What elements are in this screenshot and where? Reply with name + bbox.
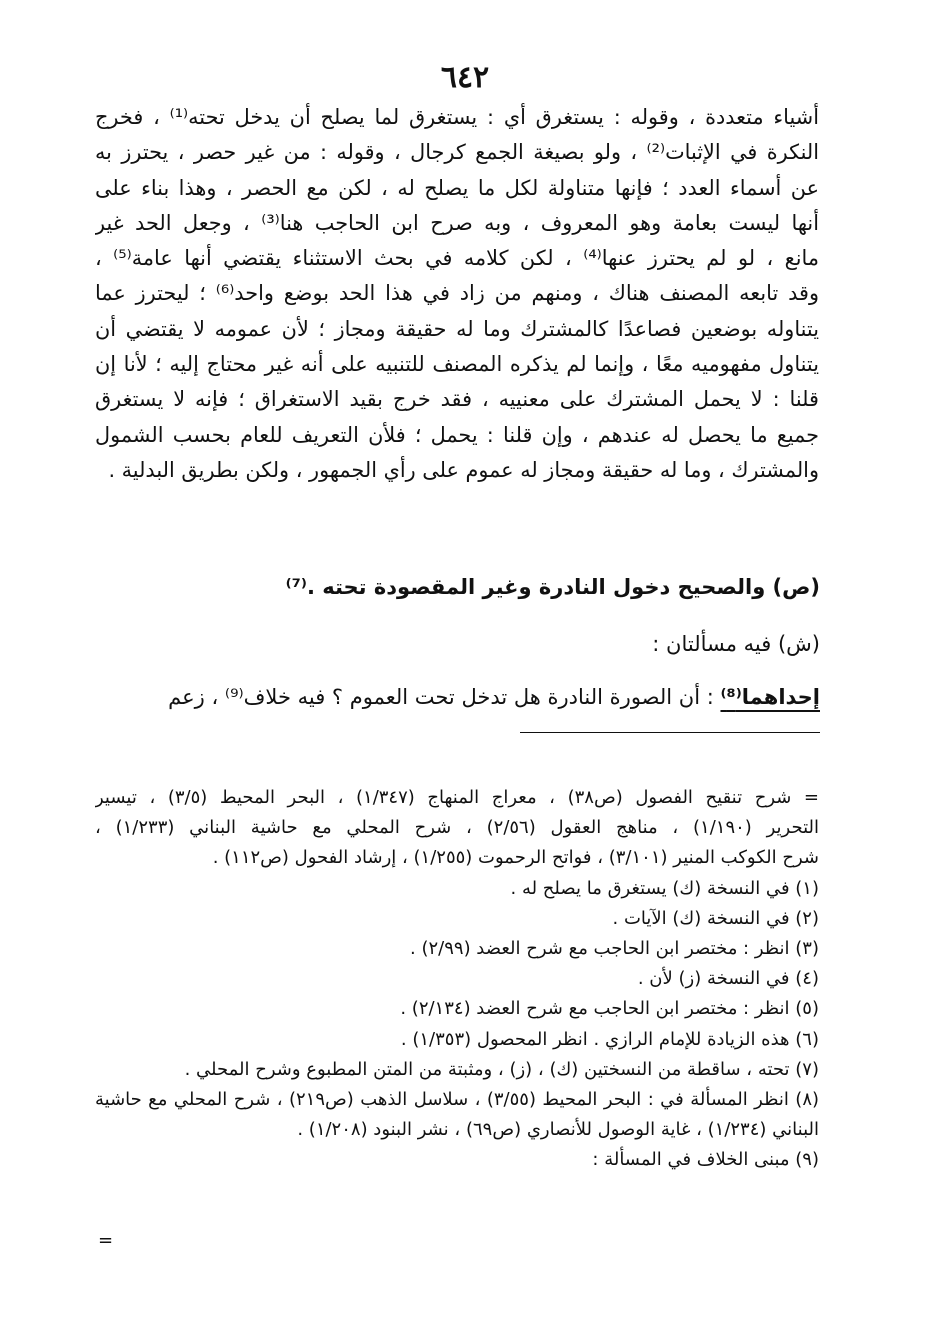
- body-line: قلنا : لا يحمل المشترك على معنييه ، فقد خرج بقيد الاستغراق ؛ فإنه لا يستغرق: [95, 387, 819, 412]
- footnote-line: (٢) في النسخة (ك) الآيات .: [612, 907, 819, 929]
- body-line: مانع ، لو لم يحترز عنها⁽⁴⁾ ، لكن كلامه في بحث الاستثناء يقتضي أنها عامة⁽⁵⁾ ،: [95, 246, 819, 271]
- footnote-line: شرح الكوكب المنير (٣/١٠١) ، فواتح الرحموت (١/٢٥٥) ، إرشاد الفحول (ص١١٢) .: [212, 847, 819, 869]
- matn-heading: (ص) والصحيح دخول النادرة وغير المقصودة تحته .⁽⁷⁾: [285, 575, 820, 599]
- sharh-heading: (ش) فيه مسألتان :: [652, 632, 820, 656]
- footnote-line: (١) في النسخة (ك) يستغرق ما يصلح له .: [510, 877, 819, 899]
- first-issue-line: [95, 685, 820, 709]
- body-line: النكرة في الإثبات⁽²⁾ ، ولو بصيغة الجمع كرجال ، وقوله : من غير حصر ، يحترز به: [95, 140, 819, 165]
- footnote-divider: [520, 732, 820, 733]
- footnote-line: (٩) مبنى الخلاف في المسألة :: [592, 1149, 819, 1171]
- first-issue-label: إحداهما⁽⁸⁾: [720, 685, 820, 709]
- body-line: يتناول مفهوميه معًا ، وإنما لم يذكره المصنف للتنبيه على أنه غير محتاج إليه ؛ لأنا إن: [95, 352, 819, 377]
- first-issue-text: : أن الصورة النادرة هل تدخل تحت العموم ؟ فيه خلاف⁽⁹⁾ ، زعم: [168, 685, 721, 709]
- footnote-line: البناني (١/٢٣٤) ، غاية الوصول للأنصاري (ص٦٩) ، نشر البنود (١/٢٠٨) .: [297, 1119, 819, 1141]
- footnote-line: (٤) في النسخة (ز) لأن .: [637, 968, 819, 990]
- footnote-line: (٨) انظر المسألة في : البحر المحيط (٣/٥٥) ، سلاسل الذهب (ص٢١٩) ، شرح المحلي مع حاشية: [95, 1088, 819, 1110]
- body-line: وقد تابعه المصنف هناك ، ومنهم من زاد في هذا الحد بوضع واحد⁽⁶⁾ ؛ ليحترز عما: [95, 281, 819, 306]
- footnote-line: (٧) تحته ، ساقطة من النسختين (ك) ، (ز) ، ومثبتة من المتن المطبوع وشرح المحلي .: [184, 1058, 819, 1080]
- footnote-line: (٦) هذه الزيادة للإمام الرازي . انظر المحصول (١/٣٥٣) .: [400, 1028, 819, 1050]
- footnote-line: (٥) انظر : مختصر ابن الحاجب مع شرح العضد (٢/١٣٤) .: [400, 998, 819, 1020]
- footnote-line: التحرير (١/١٩٠) ، مناهج العقول (٢/٥٦) ، شرح المحلي مع حاشية البناني (١/٢٣٣) ،: [95, 817, 819, 839]
- body-line: والمشترك ، وما له حقيقة ومجاز له عموم على رأي الجمهور ، ولكن بطريق البدلية .: [108, 457, 819, 482]
- body-line: أشياء متعددة ، وقوله : يستغرق أي : يستغرق لما يصلح أن يدخل تحته⁽¹⁾ ، فخرج: [95, 105, 819, 129]
- main-text: [95, 100, 819, 488]
- footnotes: [95, 783, 819, 1175]
- footnote-line: (٣) انظر : مختصر ابن الحاجب مع شرح العضد (٢/٩٩) .: [410, 937, 819, 959]
- body-line: عن أسماء العدد ؛ فإنها متناولة لكل ما يصلح له ، لكن مع الحصر ، وهذا بناء على: [95, 175, 819, 200]
- body-line: أنها ليست بعامة وهو المعروف ، وبه صرح ابن الحاجب هنا⁽³⁾ ، وجعل الحد غير: [95, 210, 819, 235]
- continuation-mark: =: [98, 1230, 114, 1251]
- footnote-line: = شرح تنقيح الفصول (ص٣٨) ، معراج المنهاج (١/٣٤٧) ، البحر المحيط (٣/٥) ، تيسير: [95, 787, 819, 808]
- body-line: يتناوله بوضعين فصاعدًا كالمشترك وما له حقيقة ومجاز ؛ لأن عمومه لا يقتضي أن: [95, 316, 819, 341]
- page-number: ٦٤٢: [440, 60, 490, 95]
- body-line: جميع ما يحصل له عندهم ، وإن قلنا : يحمل ؛ فلأن التعريف للعام بحسب الشمول: [95, 422, 819, 447]
